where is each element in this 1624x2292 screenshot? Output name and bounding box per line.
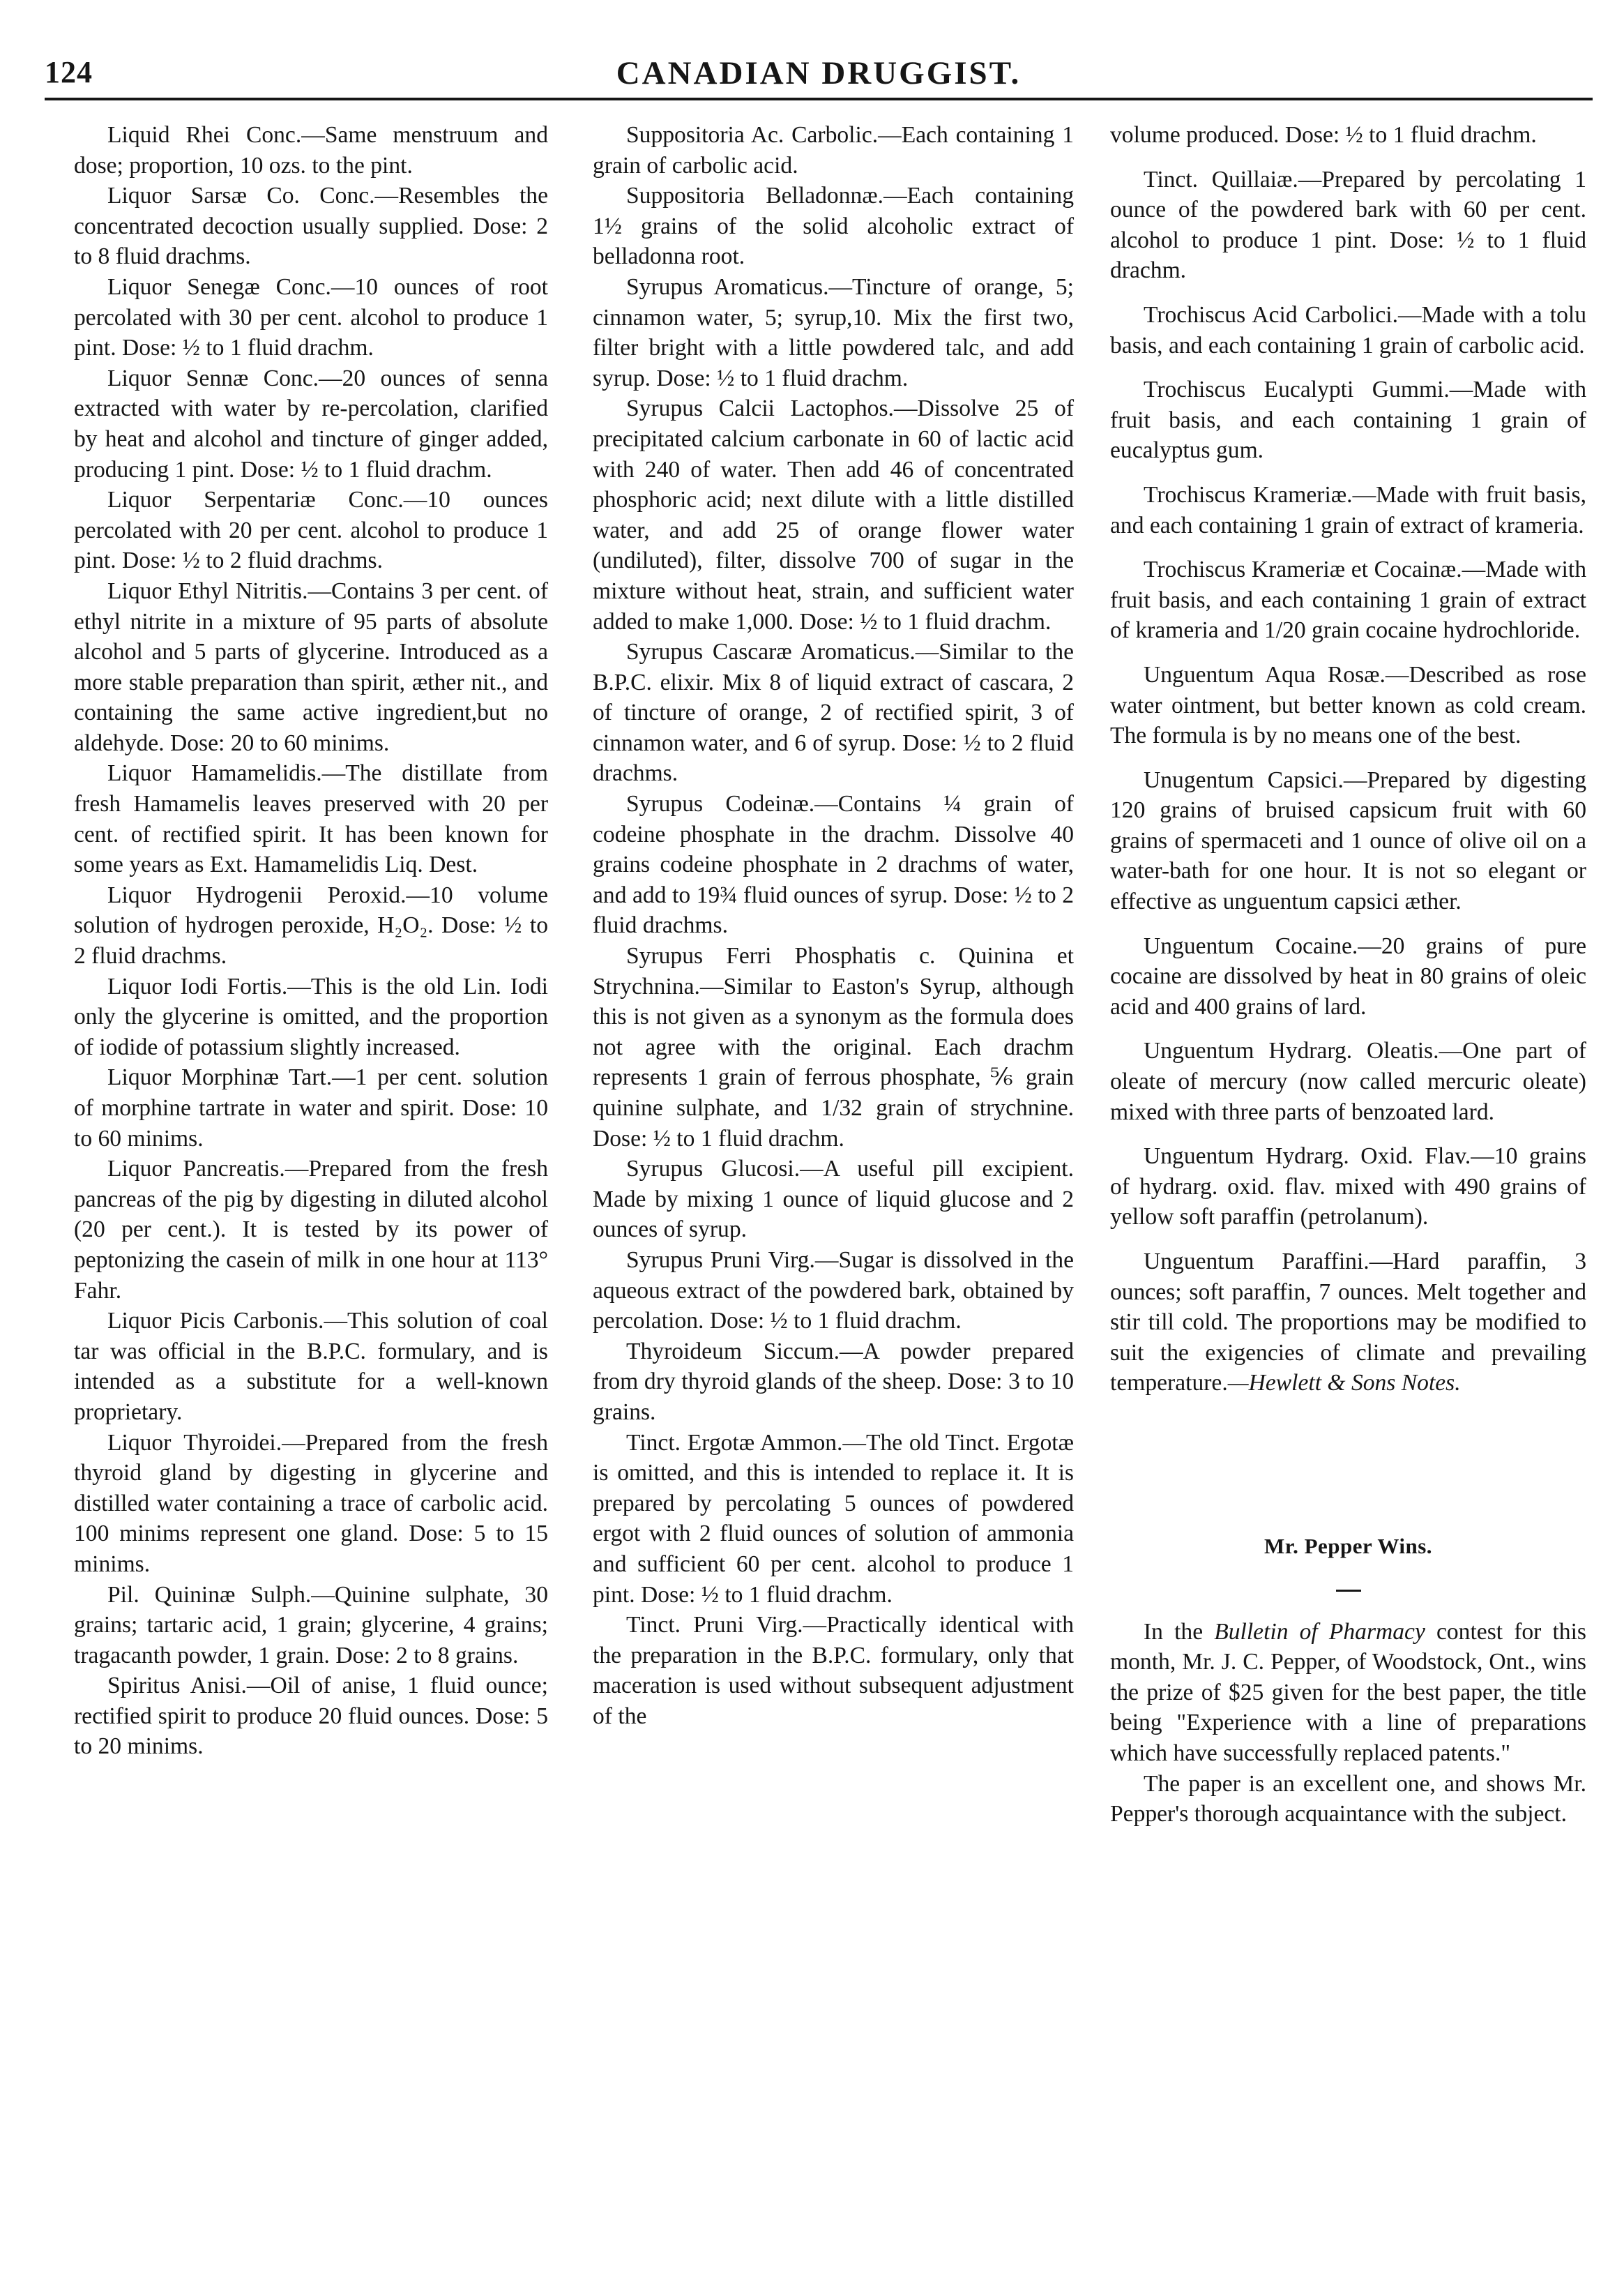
entry-paragraph: Liquor Thyroidei.—Prepared from the fresh thyroid gland by digesting in glycerine and distilled water containing a trace of carbolic acid. 100 minims represent one gland. Dose: 5 to 15 minims.: [74, 1429, 548, 1577]
entry-paragraph: Liquor Ethyl Nitritis.—Contains 3 per cent. of ethyl nitrite in a mixture of 95 parts of absolute alcohol and 5 parts of glycerine. Introduced as a more stable preparation than spirit, æther nit., and containing the same active ingredient,but no aldehyde. Dose: 20 to 60 minims.: [74, 578, 548, 756]
entry-paragraph: Syrupus Glucosi.—A useful pill excipient. Made by mixing 1 ounce of liquid glucose and 2 ounces of syrup.: [593, 1156, 1074, 1243]
attribution: —Hewlett & Sons Notes.: [1227, 1370, 1461, 1396]
entry-paragraph: Syrupus Aromaticus.—Tincture of orange, 5; cinnamon water, 5; syrup,10. Mix the first two, filter bright with a little powdered talc, and add syrup. Dose: ½ to 1 fluid drachm.: [593, 273, 1074, 391]
entry-paragraph: Trochiscus Krameriæ.—Made with fruit basis, and each containing 1 grain of extract of krameria.: [1110, 481, 1586, 538]
entry-paragraph: Trochiscus Acid Carbolici.—Made with a tolu basis, and each containing 1 grain of carbolic acid.: [1110, 301, 1586, 359]
article-text: In the: [1144, 1618, 1204, 1645]
entry-paragraph: Liquid Rhei Conc.—Same menstruum and dose; proportion, 10 ozs. to the pint.: [74, 122, 548, 179]
column-2: [593, 120, 1074, 1731]
entry-paragraph: Liquor Sennæ Conc.—20 ounces of senna extracted with water by re-percolation, clarified by heat and alcohol and tincture of ginger added, producing 1 pint. Dose: ½ to 1 fluid drachm.: [74, 365, 548, 483]
entry-paragraph: Syrupus Codeinæ.—Contains ¼ grain of codeine phosphate in the drachm. Dissolve 40 grains codeine phosphate in 2 drachms of water, and add to 19¾ fluid ounces of syrup. Dose: ½ to 2 fluid drachms.: [593, 791, 1074, 939]
page-number: 124: [45, 55, 93, 89]
entry-paragraph: Unguentum Hydrarg. Oxid. Flav.—10 grains of hydrarg. oxid. flav. mixed with 490 grains of yellow soft paraffin (petrolanum).: [1110, 1143, 1586, 1230]
entry-paragraph: Unugentum Capsici.—Prepared by digesting 120 grains of bruised capsicum fruit with 60 grains of spermaceti and 1 ounce of olive oil on a water-bath for one hour. It is not so elegant or effective as unguentum capsici æther.: [1110, 767, 1586, 915]
entry-paragraph: Syrupus Ferri Phosphatis c. Quinina et Strychnina.—Similar to Easton's Syrup, although this is not given as a synonym as the formula does not agree with the original. Each drachm represents 1 grain of ferrous phosphate, ⅚ grain quinine sulphate, and 1/32 grain of strychnine. Dose: ½ to 1 fluid drachm.: [593, 943, 1074, 1152]
running-title: CANADIAN DRUGGIST.: [616, 55, 1022, 91]
header-rule: [45, 98, 1593, 100]
entry-paragraph: Suppositoria Belladonnæ.—Each containing 1½ grains of the solid alcoholic extract of belladonna root.: [593, 183, 1074, 270]
entry-paragraph: Spiritus Anisi.—Oil of anise, 1 fluid ounce; rectified spirit to produce 20 fluid ounces. Dose: 5 to 20 minims.: [74, 1673, 548, 1760]
entry-paragraph: Liquor Pancreatis.—Prepared from the fresh pancreas of the pig by digesting in diluted alcohol (20 per cent.). It is tested by its power of peptonizing the casein of milk in one hour at 113° Fahr.: [74, 1156, 548, 1304]
entry-paragraph: Liquor Hamamelidis.—The distillate from fresh Hamamelis leaves preserved with 20 per cent. of rectified spirit. It has been known for some years as Ext. Hamamelidis Liq. Dest.: [74, 760, 548, 878]
continued-paragraph: volume produced. Dose: ½ to 1 fluid drachm.: [1110, 122, 1537, 148]
entry-paragraph: Tinct. Ergotæ Ammon.—The old Tinct. Ergotæ is omitted, and this is intended to replace it. It is prepared by percolating 5 ounces of powdered ergot with 2 fluid ounces of solution of ammonia and sufficient 60 per cent. alcohol to produce 1 pint. Dose: ½ to 1 fluid drachm.: [593, 1429, 1074, 1608]
entry-paragraph: Syrupus Cascaræ Aromaticus.—Similar to the B.P.C. elixir. Mix 8 of liquid extract of cascara, 2 of tincture of orange, 2 of rectified spirit, 3 of cinnamon water, and 6 of syrup. Dose: ½ to 2 fluid drachms.: [593, 639, 1074, 787]
entry-paragraph: Liquor Iodi Fortis.—This is the old Lin. Iodi only the glycerine is omitted, and the proportion of iodide of potassium slightly increased.: [74, 973, 548, 1060]
article-paragraph: The paper is an excellent one, and shows Mr. Pepper's thorough acquaintance with the subject.: [1110, 1770, 1586, 1827]
entry-paragraph: Liquor Hydrogenii Peroxid.—10 volume solution of hydrogen peroxide, H₂O₂. Dose: ½ to 2 fluid drachms.: [74, 882, 548, 970]
entry-paragraph: Unguentum Cocaine.—20 grains of pure cocaine are dissolved by heat in 80 grains of oleic acid and 400 grains of lard.: [1110, 933, 1586, 1020]
column-1: [74, 120, 548, 1762]
entry-paragraph: Tinct. Quillaiæ.—Prepared by percolating 1 ounce of the powdered bark with 60 per cent. alcohol to produce 1 pint. Dose: ½ to 1 fluid drachm.: [1110, 166, 1586, 284]
article-heading: Mr. Pepper Wins.: [1263, 1533, 1433, 1558]
article-paragraph: [1110, 1617, 1586, 1769]
entry-paragraph: Trochiscus Krameriæ et Cocainæ.—Made with fruit basis, and each containing 1 grain of extract of krameria and 1/20 grain cocaine hydrochloride.: [1110, 557, 1586, 644]
entry-paragraph: Liquor Picis Carbonis.—This solution of coal tar was official in the B.P.C. formulary, and is intended as a substitute for a well-known proprietary.: [74, 1308, 548, 1425]
entry-paragraph: Syrupus Pruni Virg.—Sugar is dissolved in the aqueous extract of the powdered bark, obtained by percolation. Dose: ½ to 1 fluid drachm.: [593, 1246, 1074, 1334]
entry-paragraph: Unguentum Hydrarg. Oleatis.—One part of oleate of mercury (now called mercuric oleate) mixed with three parts of benzoated lard.: [1110, 1038, 1586, 1125]
entry-paragraph: Liquor Senegæ Conc.—10 ounces of root percolated with 30 per cent. alcohol to produce 1 pint. Dose: ½ to 1 fluid drachm.: [74, 273, 548, 361]
entry-paragraph: Suppositoria Ac. Carbolic.—Each containing 1 grain of carbolic acid.: [593, 122, 1074, 179]
entry-paragraph: Thyroideum Siccum.—A powder prepared from dry thyroid glands of the sheep. Dose: 3 to 10 grains.: [593, 1338, 1074, 1425]
entry-paragraph: Unguentum Aqua Rosæ.—Described as rose water ointment, but better known as cold cream. The formula is by no means one of the best.: [1110, 661, 1586, 749]
entry-paragraph: Liquor Serpentariæ Conc.—10 ounces percolated with 20 per cent. alcohol to produce 1 pint. Dose: ½ to 2 fluid drachms.: [74, 487, 548, 574]
entry-paragraph: Liquor Sarsæ Co. Conc.—Resembles the concentrated decoction usually supplied. Dose: 2 to 8 fluid drachms.: [74, 183, 548, 270]
entry-paragraph: Pil. Quininæ Sulph.—Quinine sulphate, 30 grains; tartaric acid, 1 grain; glycerine, 4 grains; tragacanth powder, 1 grain. Dose: 2 to 8 grains.: [74, 1581, 548, 1668]
entry-paragraph: Trochiscus Eucalypti Gummi.—Made with fruit basis, and each containing 1 grain of eucalyptus gum.: [1110, 377, 1586, 464]
entry-text: Unguentum Paraffini.—Hard paraffin, 3 ounces; soft paraffin, 7 ounces. Melt together and stir till cold. The proportions may be modified to suit the exigencies of climate and prevailing temperature.: [1110, 1249, 1586, 1396]
page-header: [45, 49, 1593, 98]
entry-paragraph: [1110, 1246, 1586, 1398]
publication-title: Bulletin of Pharmacy: [1214, 1618, 1425, 1645]
column-3: [1110, 120, 1586, 1830]
entry-paragraph: Tinct. Pruni Virg.—Practically identical with the preparation in the B.P.C. formulary, only that maceration is used without subsequent adjustment of the: [593, 1612, 1074, 1729]
entry-paragraph: Liquor Morphinæ Tart.—1 per cent. solution of morphine tartrate in water and spirit. Dose: 10 to 60 minims.: [74, 1064, 548, 1152]
entry-paragraph: Syrupus Calcii Lactophos.—Dissolve 25 of precipitated calcium carbonate in 60 of lactic acid with 240 of water. Then add 46 of concentrated phosphoric acid; next dilute with a little distilled water, and add 25 of orange flower water (undiluted), filter, dissolve 700 of sugar in the mixture without heat, strain, and sufficient water added to make 1,000. Dose: ½ to 1 fluid drachm.: [593, 395, 1074, 635]
article-text: contest for this month, Mr. J. C. Pepper, of Woodstock, Ont., wins the prize of $25 given for the best paper, the title being "Experience with a line of preparations which have successfully replaced patents.": [1110, 1618, 1586, 1766]
heading-dash: [1336, 1590, 1361, 1592]
